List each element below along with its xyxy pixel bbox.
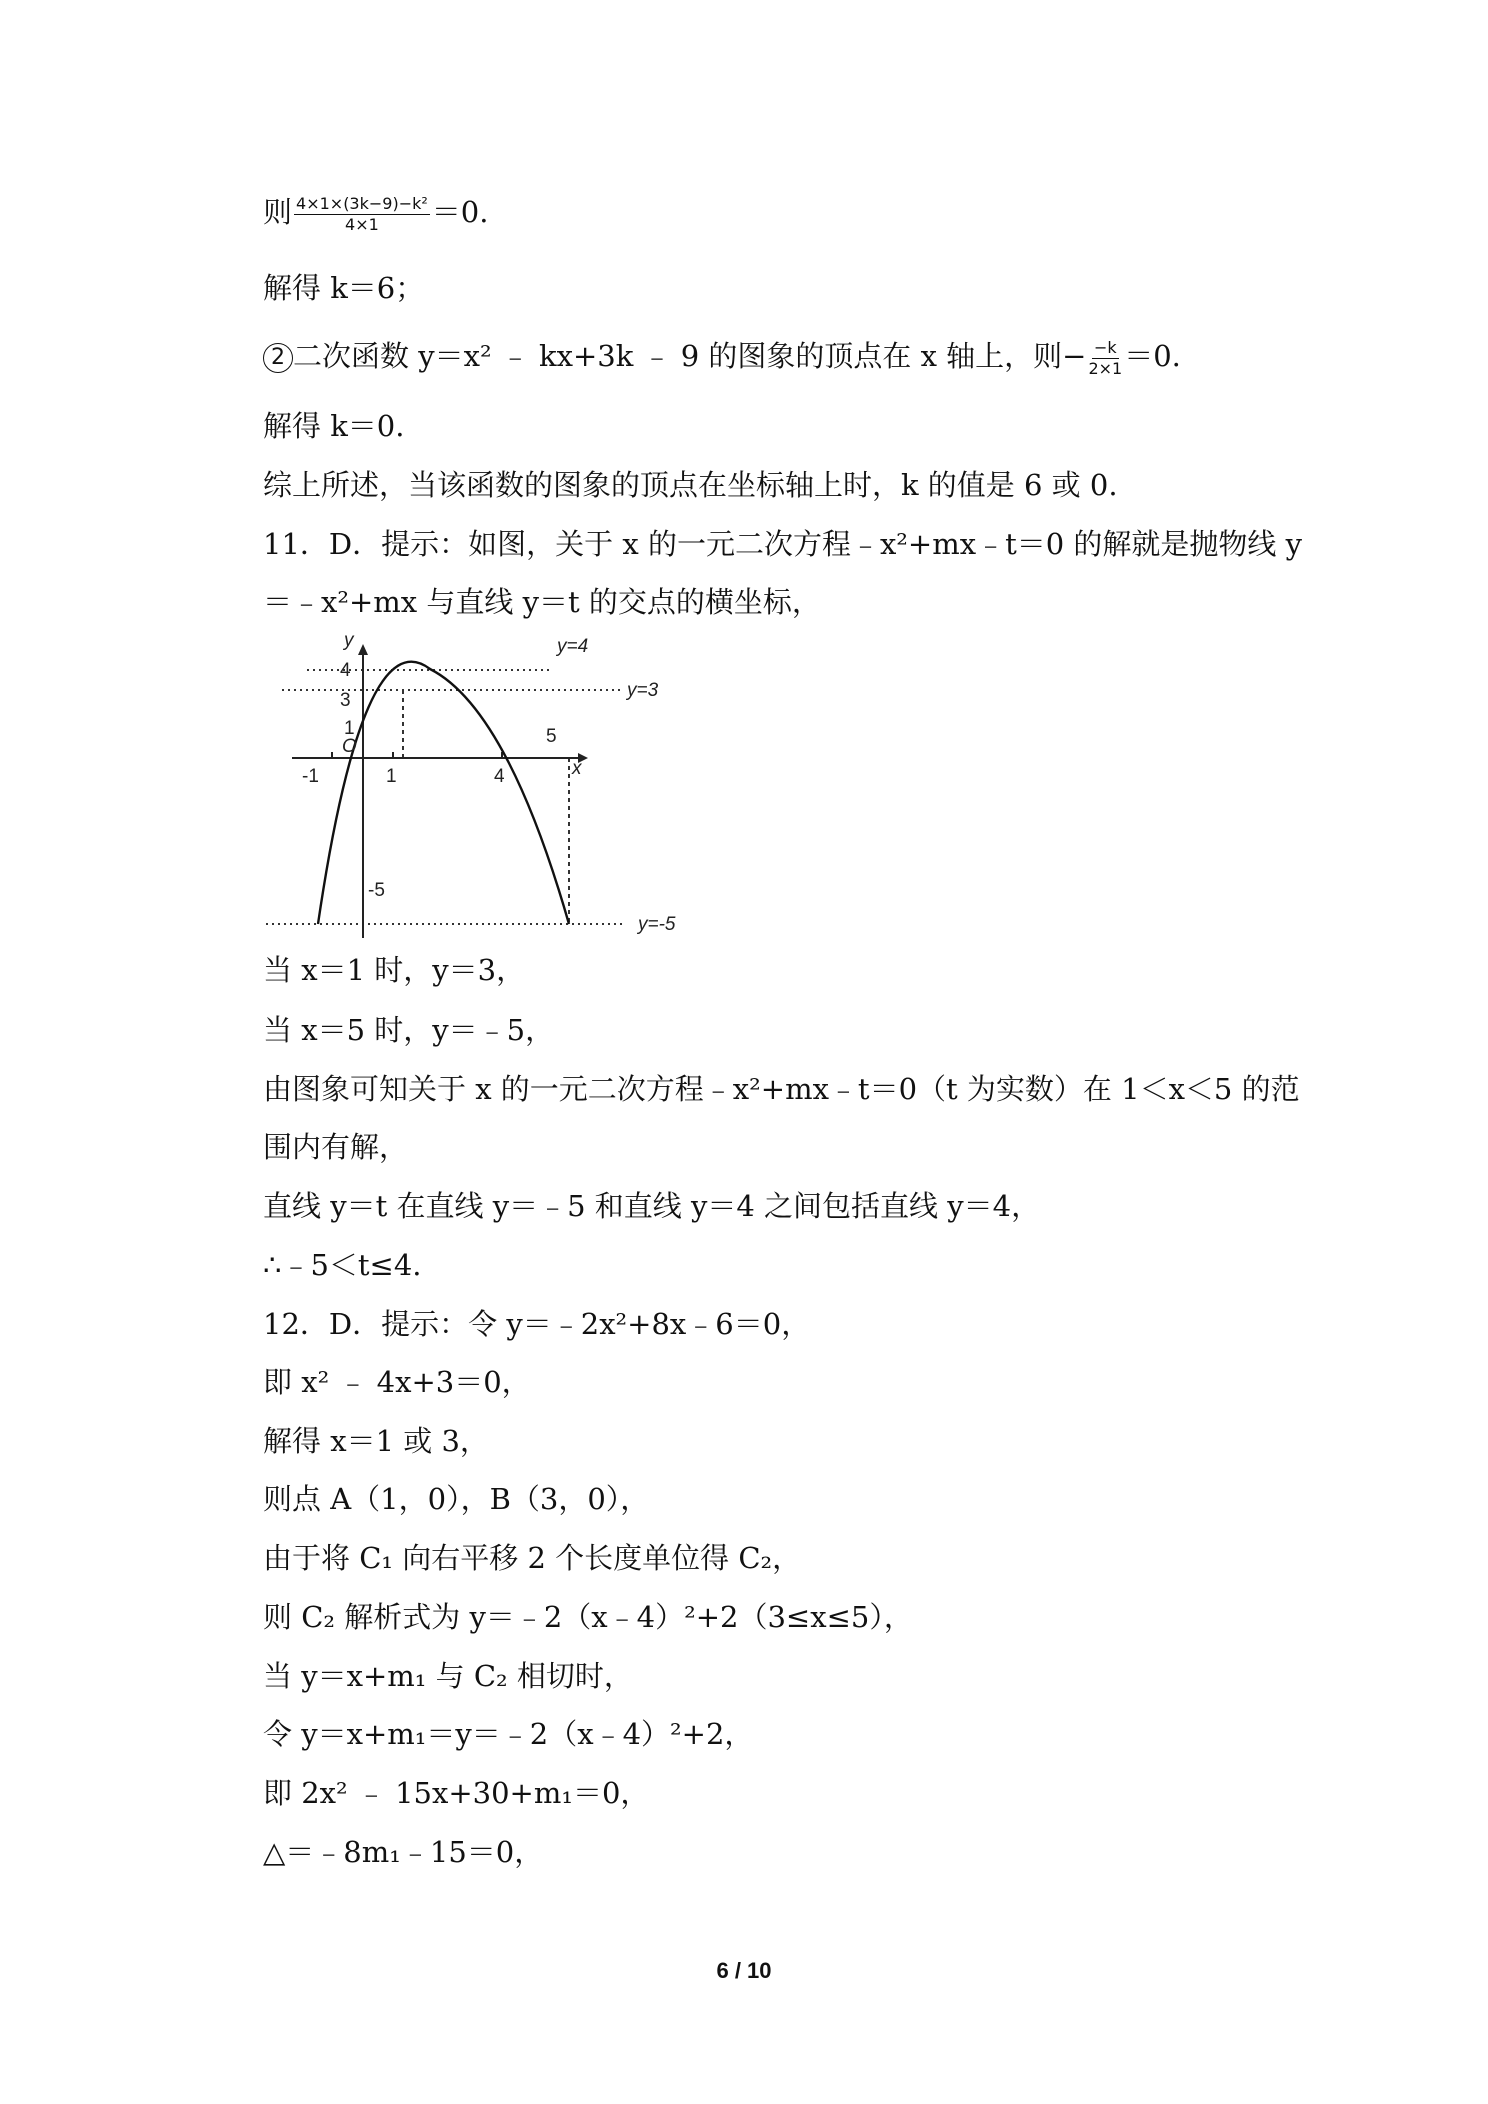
fraction-2-denominator: 2×1 xyxy=(1088,358,1123,378)
page-number: 6 / 10 xyxy=(716,1958,772,1983)
solution-line-15: 即 x² ﹣ 4x+3＝0， xyxy=(263,1365,531,1399)
line-3-suffix: ＝0. xyxy=(1124,339,1181,373)
tick-label-y3: 3 xyxy=(340,690,351,711)
solution-line-21: 令 y＝x+m₁＝y＝﹣2（x﹣4）²+2， xyxy=(263,1717,754,1751)
solution-line-8: 当 x＝1 时，y＝3， xyxy=(263,953,526,987)
solution-line-13: ∴﹣5＜t≤4. xyxy=(263,1248,422,1282)
solution-line-9: 当 x＝5 时，y＝﹣5， xyxy=(263,1013,555,1047)
line-1-suffix: ＝0. xyxy=(431,195,489,229)
solution-line-18: 由于将 C₁ 向右平移 2 个长度单位得 C₂， xyxy=(263,1541,802,1575)
solution-line-19: 则 C₂ 解析式为 y＝﹣2（x﹣4）²+2（3≤x≤5）， xyxy=(263,1600,913,1634)
solution-line-12: 直线 y＝t 在直线 y＝﹣5 和直线 y＝4 之间包括直线 y＝4， xyxy=(263,1189,1041,1223)
y-axis-label: y xyxy=(344,630,354,651)
solution-line-4: 解得 k＝0. xyxy=(263,409,405,443)
fraction-1-denominator: 4×1 xyxy=(345,214,379,234)
circled-number: 2 xyxy=(263,343,293,373)
parabola-curve xyxy=(318,662,569,924)
solution-line-2: 解得 k＝6； xyxy=(263,271,425,305)
tick-label-y1: 1 xyxy=(344,718,355,739)
solution-line-11: 围内有解， xyxy=(263,1130,409,1164)
line-label-yneg5: y=-5 xyxy=(638,914,676,935)
solution-line-3 xyxy=(263,336,1181,379)
solution-line-1 xyxy=(263,192,488,235)
line-label-y3: y=3 xyxy=(627,680,659,701)
solution-line-6: 11．D．提示：如图，关于 x 的一元二次方程﹣x²+mx﹣t＝0 的解就是抛物线 y xyxy=(263,527,1303,561)
line-label-y4: y=4 xyxy=(557,636,589,657)
tick-label-x5: 5 xyxy=(546,726,557,747)
solution-line-5: 综上所述，当该函数的图象的顶点在坐标轴上时，k 的值是 6 或 0. xyxy=(263,468,1118,502)
solution-line-10: 由图象可知关于 x 的一元二次方程﹣x²+mx﹣t＝0（t 为实数）在 1＜x＜5 的范 xyxy=(263,1072,1300,1106)
solution-line-22: 即 2x² ﹣ 15x+30+m₁＝0， xyxy=(263,1776,650,1810)
x-axis-label: x xyxy=(572,758,582,779)
solution-line-20: 当 y＝x+m₁ 与 C₂ 相切时， xyxy=(263,1659,633,1693)
fraction-1-numerator: 4×1×(3k−9)−k² xyxy=(296,193,428,213)
line-3-text: 二次函数 y＝x² ﹣ kx+3k ﹣ 9 的图象的顶点在 x 轴上，则− xyxy=(293,339,1087,373)
tick-label-xneg1: -1 xyxy=(302,766,319,787)
solution-line-16: 解得 x＝1 或 3， xyxy=(263,1424,489,1458)
origin-label: O xyxy=(342,736,357,757)
parabola-graph xyxy=(262,628,702,943)
solution-line-14: 12．D．提示：令 y＝﹣2x²+8x﹣6＝0， xyxy=(263,1307,811,1341)
line-1-prefix: 则 xyxy=(263,195,293,229)
tick-label-yneg5: -5 xyxy=(368,880,385,901)
fraction-2-numerator: −k xyxy=(1094,337,1117,357)
tick-label-x1: 1 xyxy=(386,766,397,787)
fraction-2 xyxy=(1088,338,1122,379)
y-axis-arrow xyxy=(358,644,368,655)
solution-line-17: 则点 A（1，0），B（3，0）， xyxy=(263,1482,650,1516)
tick-label-y4: 4 xyxy=(340,660,351,681)
solution-line-23: △＝﹣8m₁﹣15＝0， xyxy=(263,1835,544,1869)
fraction-1 xyxy=(294,194,430,235)
solution-line-7: ＝﹣x²+mx 与直线 y＝t 的交点的横坐标， xyxy=(263,585,821,619)
tick-label-x4: 4 xyxy=(494,766,505,787)
